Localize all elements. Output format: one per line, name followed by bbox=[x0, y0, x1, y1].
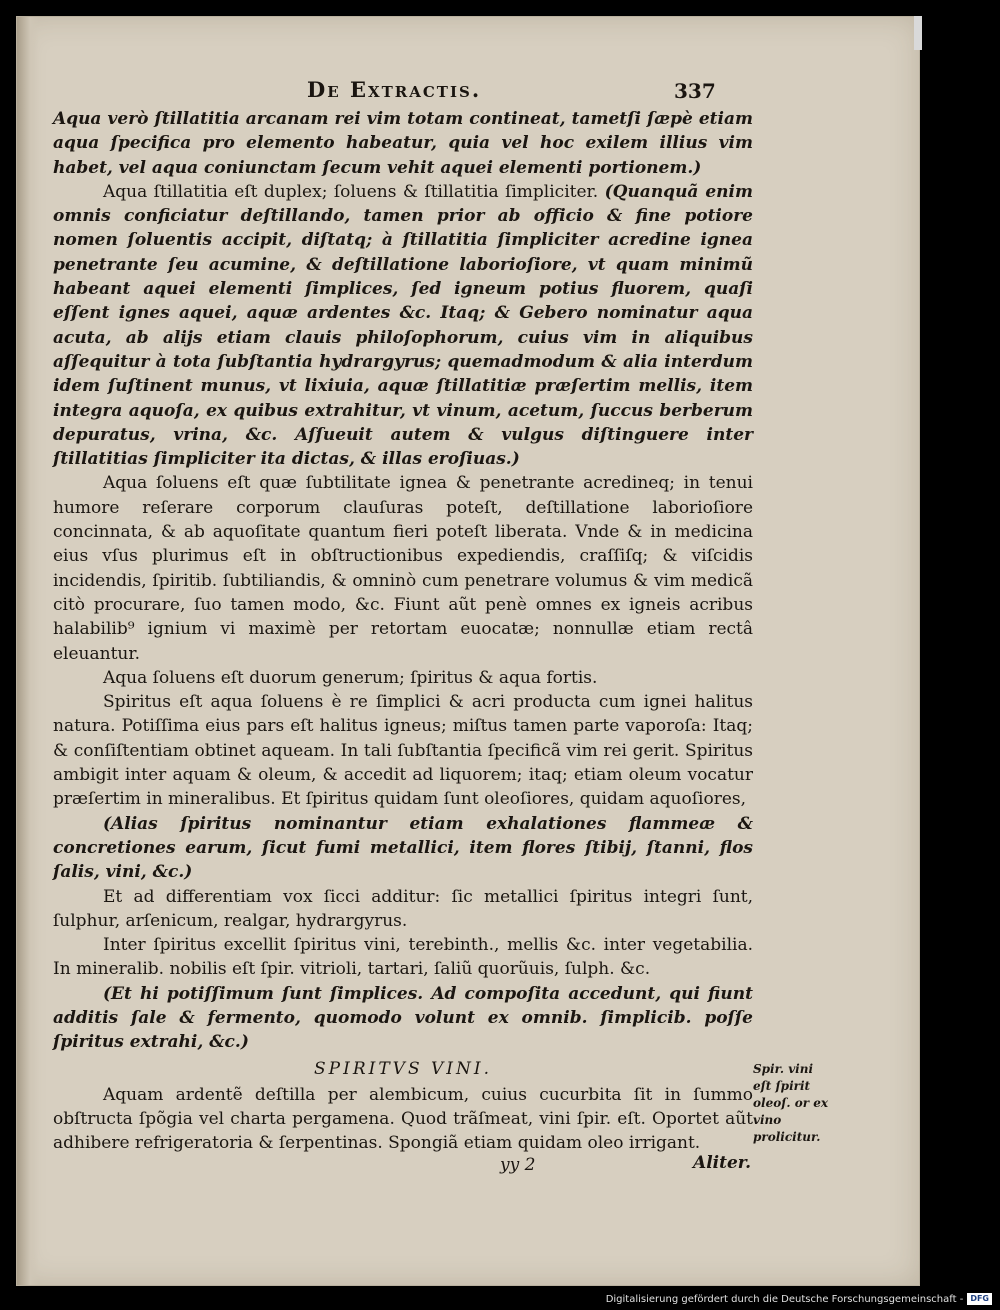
page-number: 337 bbox=[674, 79, 716, 103]
running-title: De Extractis. bbox=[307, 77, 482, 102]
paragraph-6: (Alias ſpiritus nominantur etiam exhalationes flammeæ & concretiones earum, ſicut fumi metallici, item flores ſtibij, ſtanni, flos ſalis, vini, &c.) bbox=[53, 813, 753, 883]
page-header bbox=[17, 77, 919, 111]
paragraph-5: Spiritus eſt aqua ſoluens è re ſimplici & acri producta cum ignei halitus natura. Potiſſima eius pars eſt halitus igneus; miſtus tamen parte vaporoſa: Itaq; & conſiſtentiam obtinet aqueam. In tali ſubſtantia ſpecificã vim rei gerit. Spiritus ambigit inter aquam & oleum, & accedit ad liquorem; itaq; etiam oleum vocatur præſertim in mineralibus. Et ſpiritus quidam ſunt oleoſiores, quidam aquoſiores, bbox=[53, 692, 753, 810]
paragraph-1: Aqua verò ſtillatitia arcanam rei vim totam contineat, tametſi ſæpè etiam aqua ſpecifica pro elemento habeatur, quia vel hoc exilem illius vim habet, vel aqua coniunctam ſecum vehit aquei elementi portionem.) bbox=[53, 109, 753, 178]
marginal-note: Spir. vini eſt ſpirit oleoſ. or ex vino prolicitur. bbox=[753, 1062, 829, 1144]
paragraph-10: Aquam ardentẽ deſtilla per alembicum, cuius cucurbita ſit in ſummo obſtructa ſpõgia vel charta pergamena. Quod trãſmeat, vini ſpir. eſt. Oportet aũt adhibere refrigeratoria & ſerpentinas. Spongiã etiam quidam oleo irrigant. bbox=[53, 1084, 753, 1154]
paragraph-8: Inter ſpiritus excellit ſpiritus vini, terebinth., mellis &c. inter vegetabilia. In mineralib. nobilis eſt ſpir. vitrioli, tartari, ſaliũ quorũuis, ſulph. &c. bbox=[53, 935, 753, 980]
page-footer bbox=[17, 1153, 919, 1183]
section-heading: SPIRITVS VINI. bbox=[314, 1058, 492, 1079]
signature-mark: yy 2 bbox=[500, 1155, 536, 1175]
paragraph-2-italic: (Quanquã enim omnis conficiatur deſtillando, tamen prior ab officio & fine potiore nomen ſoluentis accipit, diſtatq; à ſtillatitia ſimpliciter acredine ignea penetrante ſeu acumine, & deſtillatione laborioſiore, vt quam minimũ habeant aquei elementi ſimplices, ſed igneum potius fluorem, quaſi eſſent ignes aquei, aquæ ardentes &c. Itaq; & Gebero nominatur aqua acuta, ab alijs etiam clauis philoſophorum, cuius vim in aliquibus aſſequitur à tota ſubſtantia hydrargyrus; quemadmodum & alia interdum idem ſuſtinent munus, vt lixiuia, aquæ ſtillatitiæ præſertim mellis, item integra aquoſa, ex quibus extrahitur, vt vinum, acetum, ſuccus berberum depuratus, vrina, &c. Aſſueuit autem & vulgus diſtinguere inter ſtillatitias ſimpliciter ita dictas, & illas eroſiuas.) bbox=[53, 181, 753, 470]
paragraph-2-roman: Aqua ſtillatitia eſt duplex; ſoluens & ſtillatitia ſimpliciter. bbox=[103, 181, 605, 202]
digitization-notice: Digitalisierung gefördert durch die Deutsche Forschungsgemeinschaft - bbox=[605, 1293, 964, 1305]
paragraph-2 bbox=[53, 180, 753, 472]
paragraph-7: Et ad differentiam vox ſicci additur: ſic metallici ſpiritus integri ſunt, ſulphur, arſenicum, realgar, hydrargyrus. bbox=[53, 886, 753, 931]
page-binding-shadow bbox=[17, 17, 39, 1285]
digitization-footer bbox=[606, 1292, 992, 1306]
main-text bbox=[53, 107, 753, 1156]
paragraph-4: Aqua ſoluens eſt duorum generum; ſpiritus & aqua fortis. bbox=[103, 667, 598, 688]
dfg-logo: DFG bbox=[967, 1293, 992, 1305]
catchword: Aliter. bbox=[693, 1153, 752, 1173]
page-clip-marker bbox=[914, 16, 922, 50]
paragraph-3: Aqua ſoluens eſt quæ ſubtilitate ignea & penetrante acredineq; in tenui humore reſerare corporum clauſuras poteſt, deſtillatione laborioſiore concinnata, & ab aquoſitate quantum fieri poteſt liberata. Vnde & in medicina eius vſus plurimus eſt in obſtructionibus expediendis, craſſiſq; & viſcidis incidendis, ſpiritib. ſubtiliandis, & omninò cum penetrare volumus & vim medicã citò procurare, ſuo tamen modo, &c. Fiunt aũt penè omnes ex igneis acribus halabilib⁹ ignium vi maximè per retortam euocatæ; nonnullæ etiam rectâ eleuantur. bbox=[53, 473, 753, 664]
paragraph-9: (Et hi potiſſimum ſunt ſimplices. Ad compoſita accedunt, qui fiunt additis ſale & fermento, quomodo volunt ex omnib. ſimplicib. poſſe ſpiritus extrahi, &c.) bbox=[53, 983, 753, 1053]
book-page bbox=[16, 16, 920, 1286]
